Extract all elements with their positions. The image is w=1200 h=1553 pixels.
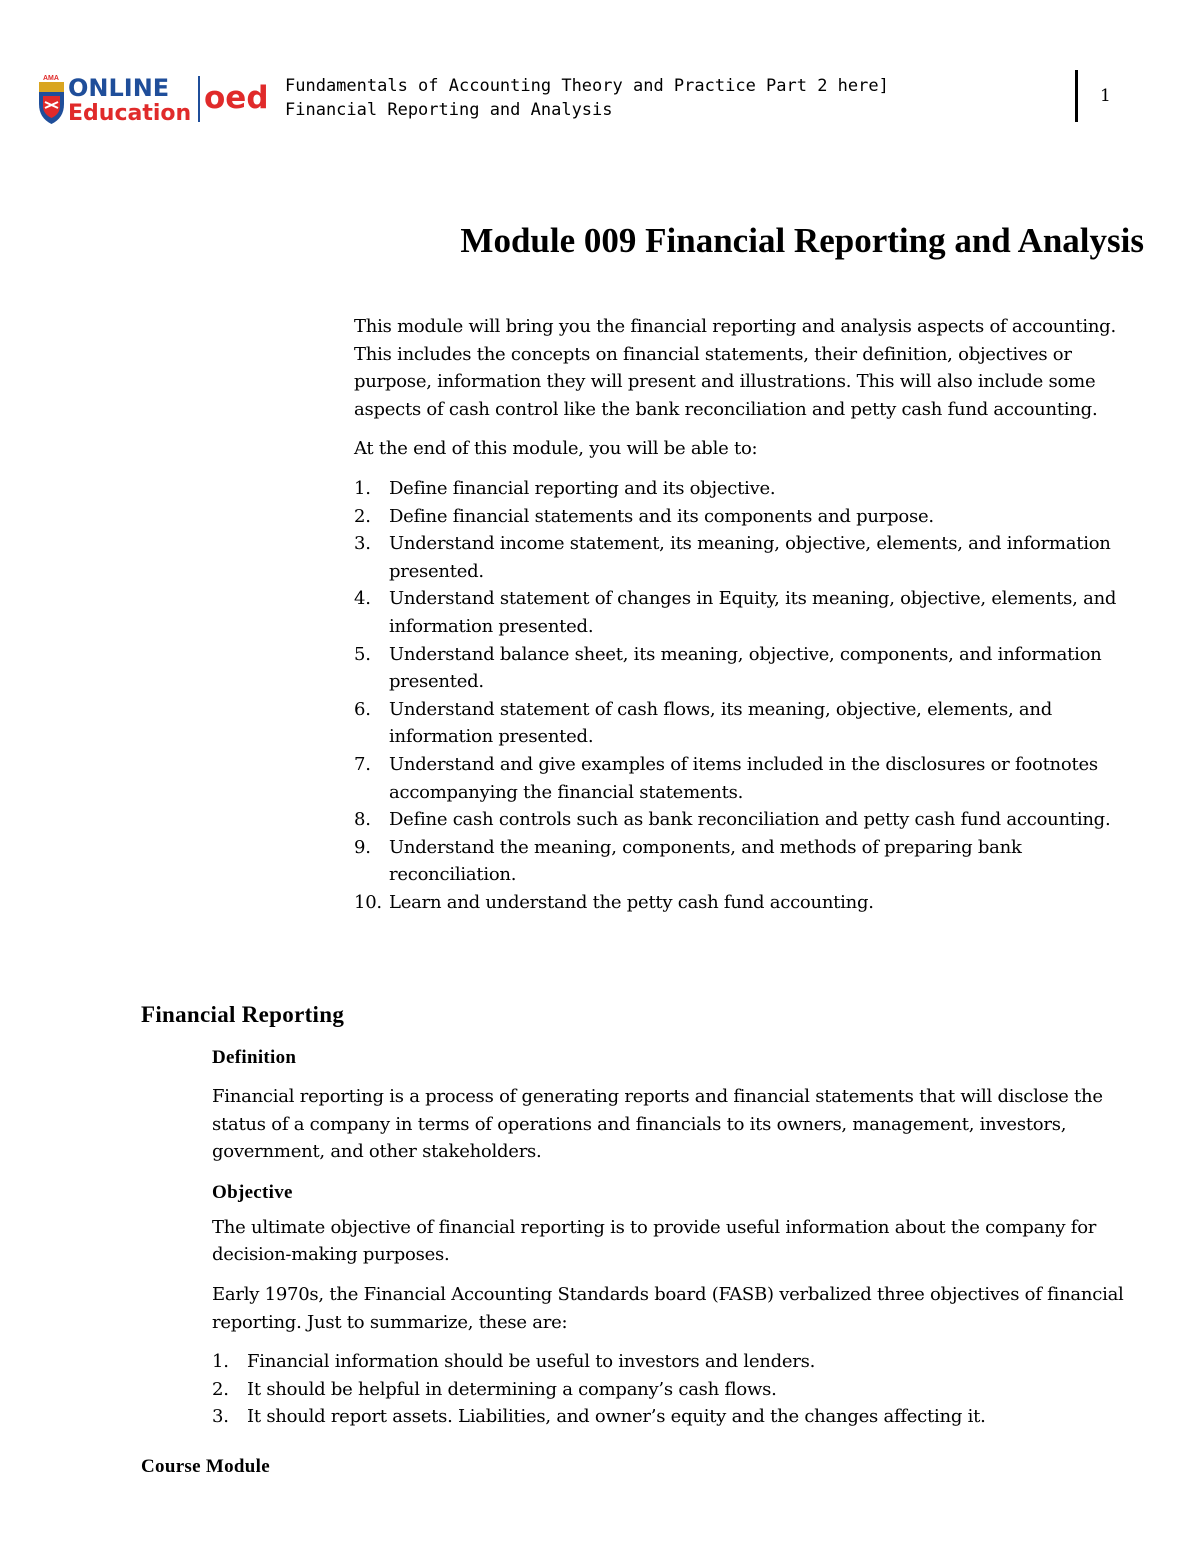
logo-graphic [36, 70, 276, 126]
list-item-number: 6. [354, 698, 371, 720]
logo-oed-text: oed [204, 80, 269, 116]
list-item-number: 1. [212, 1351, 229, 1373]
ama-shield-icon [39, 75, 64, 124]
objectives-list [354, 475, 1144, 917]
financial-reporting-body [212, 1043, 1147, 1431]
intro-section [354, 313, 1144, 916]
list-item [354, 641, 1144, 696]
list-item-text: Understand statement of changes in Equity, its meaning, objective, elements, and information presented. [389, 588, 1117, 637]
header-text [285, 74, 889, 122]
list-item-number: 10. [354, 891, 382, 913]
fasb-objectives-list [212, 1348, 1147, 1431]
definition-text: Financial reporting is a process of generating reports and financial statements that will disclose the status of a company in terms of operations and financials to its owners, management, investors, government, and other stakeholders. [212, 1086, 1103, 1163]
list-item-text: Understand the meaning, components, and methods of preparing bank reconciliation. [389, 836, 1022, 886]
list-item-number: 7. [354, 753, 371, 775]
list-item-text: Understand income statement, its meaning, objective, elements, and information presented. [389, 533, 1111, 582]
objective-text: The ultimate objective of financial reporting is to provide useful information about the company for decision-making purposes. [212, 1216, 1097, 1266]
list-item [354, 834, 1144, 889]
list-item-number: 3. [354, 533, 371, 555]
list-item-number: 5. [354, 643, 371, 665]
section-heading: Financial Reporting [141, 1002, 345, 1027]
list-item-text: It should be helpful in determining a company’s cash flows. [247, 1378, 777, 1400]
list-item-text: Define cash controls such as bank reconciliation and petty cash fund accounting. [389, 809, 1111, 831]
list-item [212, 1403, 1147, 1431]
list-item-number: 8. [354, 809, 371, 831]
objectives-lead: At the end of this module, you will be able to: [354, 438, 758, 460]
list-item [212, 1376, 1147, 1404]
header-divider [1075, 70, 1078, 122]
fasb-text: Early 1970s, the Financial Accounting Standards board (FASB) verbalized three objectives of financial reporting. Just to summarize, these are: [212, 1283, 1124, 1333]
list-item-text: Financial information should be useful to investors and lenders. [247, 1351, 816, 1373]
list-item [212, 1348, 1147, 1376]
list-item-text: Understand and give examples of items included in the disclosures or footnotes accompanying the financial statements. [389, 753, 1098, 803]
objective-heading: Objective [212, 1181, 293, 1203]
list-item-text: It should report assets. Liabilities, and owner’s equity and the changes affecting it. [247, 1406, 986, 1428]
list-item [354, 696, 1144, 751]
page-title: Module 009 Financial Reporting and Analysis [460, 221, 1144, 260]
logo-online-text: ONLINE [68, 74, 170, 102]
list-item-number: 9. [354, 836, 371, 858]
header-module-title: Financial Reporting and Analysis [285, 100, 613, 120]
list-item-number: 3. [212, 1406, 229, 1428]
logo-divider [198, 76, 200, 122]
list-item-number: 1. [354, 477, 371, 499]
list-item [354, 475, 1144, 503]
intro-paragraph: This module will bring you the financial reporting and analysis aspects of accounting. This includes the concepts on financial statements, their definition, objectives or purpose, information they will present and illustrations. This will also include some aspects of cash control like the bank reconciliation and petty cash fund accounting. [354, 316, 1116, 420]
list-item-number: 2. [212, 1378, 229, 1400]
list-item [354, 751, 1144, 806]
list-item [354, 503, 1144, 531]
list-item-text: Define financial reporting and its objective. [389, 477, 776, 499]
list-item-text: Learn and understand the petty cash fund accounting. [389, 891, 874, 913]
list-item-text: Understand statement of cash flows, its meaning, objective, elements, and information presented. [389, 698, 1052, 748]
list-item [354, 889, 1144, 917]
list-item [354, 585, 1144, 640]
list-item-number: 2. [354, 505, 371, 527]
course-module-label: Course Module [141, 1456, 270, 1477]
definition-heading: Definition [212, 1047, 297, 1068]
logo-ama-text: AMA [43, 75, 59, 82]
online-education-logo [36, 70, 276, 126]
header-course-title: Fundamentals of Accounting Theory and Practice Part 2 here] [285, 76, 889, 96]
logo-education-text: Education [68, 101, 192, 126]
list-item [354, 530, 1144, 585]
list-item [354, 806, 1144, 834]
list-item-text: Define financial statements and its components and purpose. [389, 505, 934, 527]
list-item-text: Understand balance sheet, its meaning, objective, components, and information presented. [389, 643, 1102, 693]
list-item-number: 4. [354, 588, 371, 610]
page-number: 1 [1100, 86, 1111, 106]
